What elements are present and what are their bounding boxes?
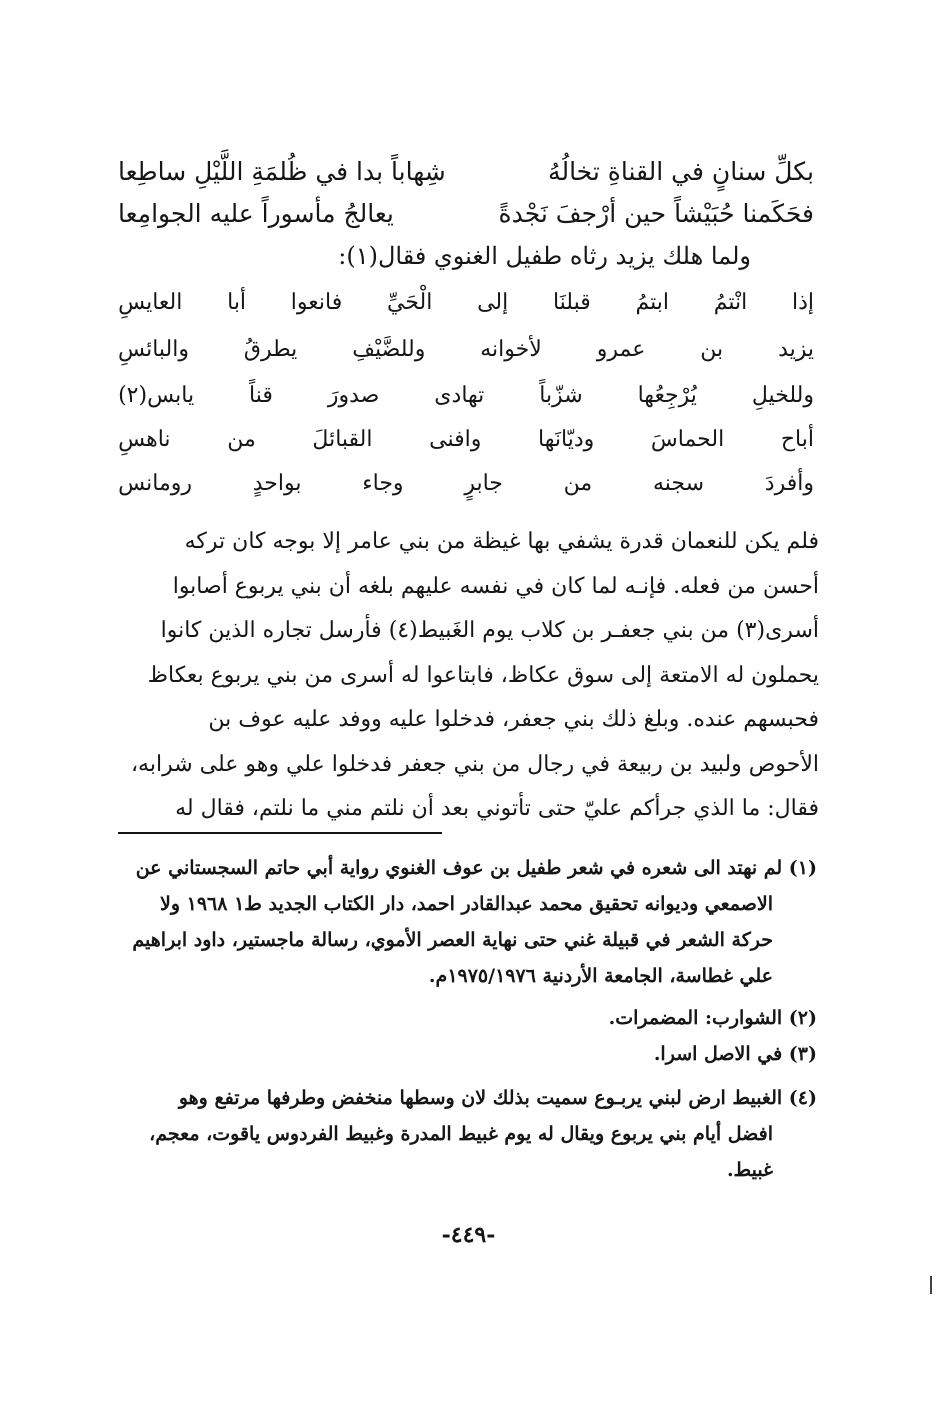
elegy-intro: ولما هلك يزيد رثاه طفيل الغنوي فقال(١): <box>338 242 751 270</box>
footnote-text: حركة الشعر في قبيلة غني حتى نهاية العصر الأموي، رسالة ماجستير، داود ابراهيم <box>132 929 773 951</box>
footnote-line <box>149 1116 817 1152</box>
poem-verse <box>118 192 814 236</box>
poem-word: أبا <box>227 290 247 315</box>
poem-word: سجنه <box>652 471 705 496</box>
verse-hemistich-second: يعالجُ مأسوراً عليه الجوامِعا <box>118 199 394 228</box>
footnote-line <box>136 850 817 886</box>
poem-line <box>118 465 814 503</box>
poem-word: وجاء <box>362 471 404 496</box>
paragraph-line: فقال: ما الذي جرأكم عليّ حتى تأتوني بعد أن نلتم مني ما نلتم، فقال له <box>175 796 819 821</box>
poem-word: الْحَيِّ <box>386 290 433 315</box>
poem-word: يزيد <box>778 337 814 362</box>
poem-word: إذا <box>791 290 814 315</box>
paragraph-line: يحملون له الامتعة إلى سوق عكاظ، فابتاعوا له أسرى من بني يربوع بعكاظ <box>147 662 819 688</box>
verse-hemistich-first: فحَكَمنا حُبَيْشاً حين أرْجفَ نَجْدةً <box>498 199 814 228</box>
paragraph-line: الأحوص ولبيد بن ربيعة في رجال من بني جعفر فدخلوا علي وهو على شرابه، <box>130 751 819 777</box>
footnote-text: (٤) الغبيط ارض لبني يربـوع سميت بذلك لان وسطها منخفض وطرفها مرتفع وهو <box>178 1087 817 1109</box>
poem-word: تهادى <box>434 383 485 408</box>
poem-word: وللضَّيْفِ <box>352 337 426 362</box>
poem-verse <box>118 150 814 194</box>
poem-word: يابس(٢) <box>118 383 195 408</box>
poem-word: من <box>563 471 593 496</box>
poem-word: وديّانَها <box>538 427 595 452</box>
poem-word: يطرقُ <box>243 337 298 362</box>
page-number: -٤٤٩- <box>441 1222 496 1248</box>
footnote-line <box>654 1036 817 1072</box>
paragraph-line: أحسن من فعله. فإنـه لما كان في نفسه عليهم بلغه أن بني يربوع أصابوا <box>172 573 819 599</box>
poem-word: والبائسِ <box>118 337 189 362</box>
poem-word: جابرٍ <box>464 471 503 496</box>
poem-word: صدورَ <box>327 383 380 408</box>
poem-word: أباح <box>780 427 814 452</box>
poem-line <box>118 421 814 459</box>
poem-word: بن <box>700 337 724 362</box>
footnote-line <box>160 886 817 922</box>
footnote-line <box>727 1152 817 1188</box>
poem-word: وافنى <box>429 427 482 452</box>
poem-word: من <box>227 427 256 452</box>
poem-word: ابتمُ <box>635 290 669 315</box>
poem-word: وللخيلِ <box>751 383 814 408</box>
poem-word: بواحدٍ <box>252 471 302 496</box>
footnote-text: (١) لم نهتد الى شعره في شعر طفيل بن عوف الغنوي رواية أبي حاتم السجستاني عن <box>135 857 817 879</box>
poem-word: العايسِ <box>118 290 183 315</box>
footnote-line <box>609 1000 817 1036</box>
poem-word: وأفردَ <box>764 471 814 496</box>
footnote-separator <box>118 832 442 834</box>
verse-hemistich-second: شِهاباً بدا في ظُلمَةِ اللَّيْلِ ساطِعا <box>118 157 446 186</box>
footnote-line <box>132 922 817 958</box>
poem-word: رومانس <box>118 471 192 496</box>
poem-line <box>118 331 814 369</box>
poem-word: القبائلَ <box>312 427 373 452</box>
poem-line <box>118 284 814 322</box>
poem-word: قناً <box>249 383 273 408</box>
footnote-text: علي غطاسة، الجامعة الأردنية ١٩٧٥/١٩٧٦م. <box>428 965 773 987</box>
footnote-text: افضل أيام بني يربوع ويقال له يوم غبيط المدرة وغبيط الفردوس ياقوت، معجم، <box>149 1123 773 1145</box>
scan-edge-mark <box>930 1276 932 1294</box>
poem-word: فانعوا <box>290 290 343 315</box>
poem-word: لأخوانه <box>480 337 542 362</box>
poem-word: إلى <box>477 290 509 315</box>
paragraph-line: أسرى(٣) من بني جعفـر بن كلاب يوم الغَبيط(٤) فأرسل تجاره الذين كانوا <box>160 618 819 643</box>
verse-hemistich-first: بكلِّ سنانٍ في القناةِ تخالُهُ <box>548 157 814 186</box>
footnote-line <box>179 1080 817 1116</box>
footnote-text: غبيط. <box>726 1159 773 1181</box>
paragraph-line: فلم يكن للنعمان قدرة يشفي بها غيظة من بني عامر إلا بوجه كان تركه <box>184 529 819 554</box>
poem-word: ناهسِ <box>118 427 171 452</box>
poem-word: شزّباً <box>539 383 583 408</box>
footnote-text: الاصمعي وديوانه تحقيق محمد عبدالقادر احمد، دار الكتاب الجديد ط١ ١٩٦٨ ولا <box>159 893 773 915</box>
footnote-text: (٢) الشوارب: المضمرات. <box>608 1007 817 1029</box>
poem-word: يُرْجِعُها <box>637 383 697 408</box>
poem-line <box>118 377 814 415</box>
footnote-line <box>429 958 817 994</box>
footnote-text: (٣) في الاصل اسرا. <box>653 1043 817 1065</box>
poem-word: انْتمُ <box>713 290 748 315</box>
poem-word: قبلنَا <box>552 290 591 315</box>
poem-word: عمرو <box>596 337 646 362</box>
poem-word: الحماسَ <box>650 427 725 452</box>
paragraph-line: فحبسهم عنده. وبلغ ذلك بني جعفر، فدخلوا عليه ووفد عليه عوف بن <box>208 707 819 732</box>
